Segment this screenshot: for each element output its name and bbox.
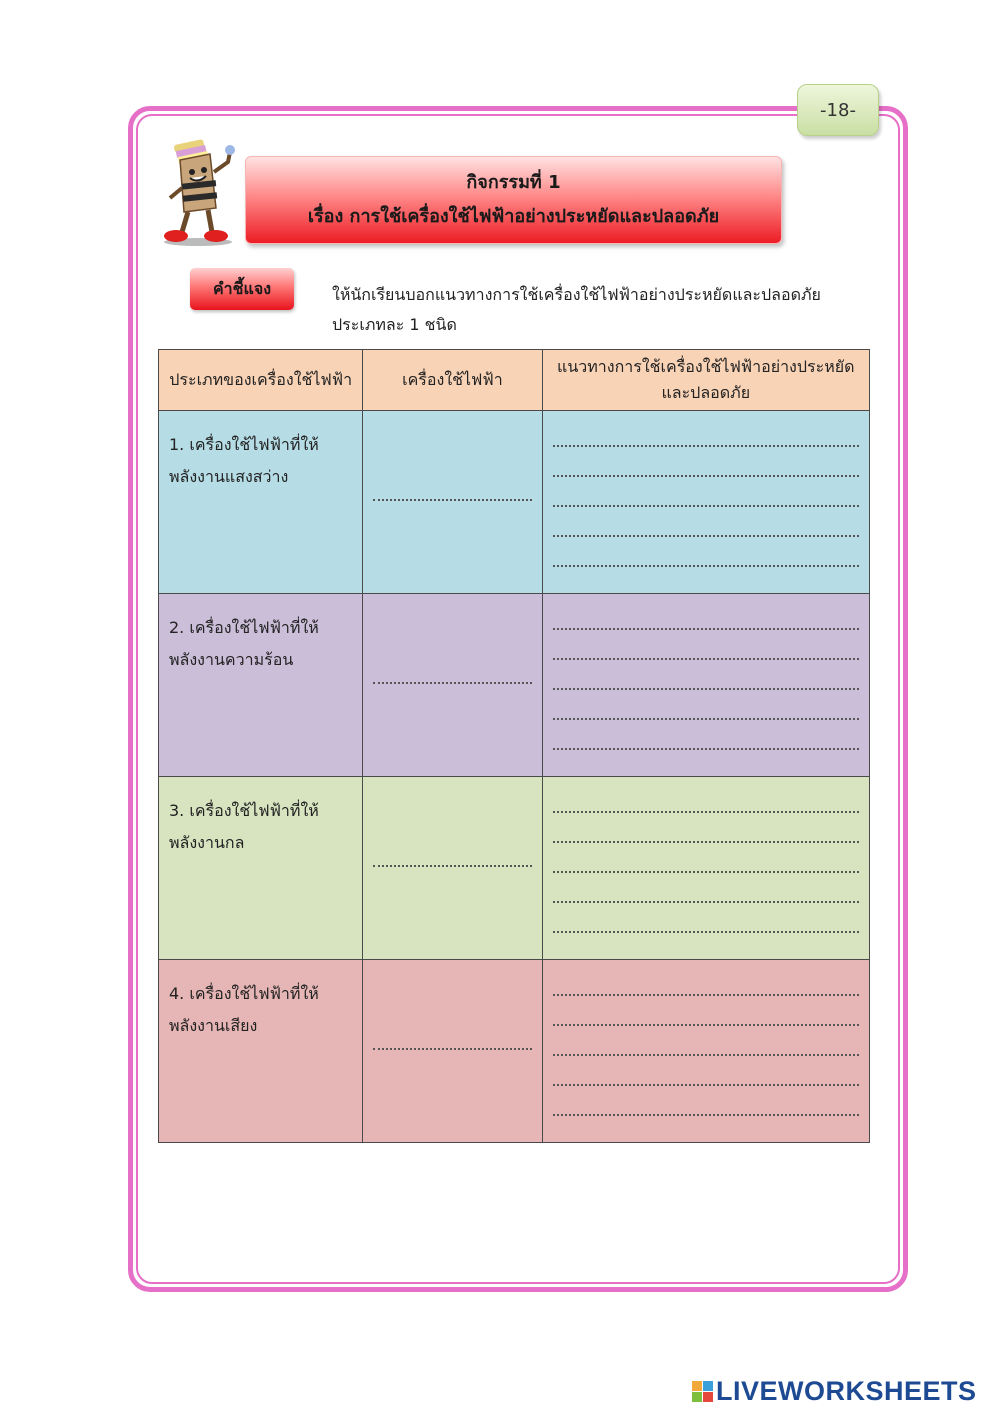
guideline-answer-line[interactable] (553, 720, 859, 750)
appliance-answer-cell[interactable] (363, 777, 542, 960)
appliance-answer-line[interactable] (373, 865, 531, 867)
guideline-answer-line[interactable] (553, 996, 859, 1026)
guideline-answer-line[interactable] (553, 537, 859, 567)
header-category: ประเภทของเครื่องใช้ไฟฟ้า (159, 350, 363, 411)
guideline-answer-line[interactable] (553, 813, 859, 843)
guideline-answer-line[interactable] (553, 477, 859, 507)
category-line2: พลังงานกล (169, 833, 245, 852)
table-row (159, 777, 870, 960)
instruction-label: คำชี้แจง (190, 268, 294, 310)
guideline-answer-line[interactable] (553, 873, 859, 903)
activity-topic: เรื่อง การใช้เครื่องใช้ไฟฟ้าอย่างประหยัดและปลอดภัย (307, 206, 720, 227)
category-line2: พลังงานแสงสว่าง (169, 467, 289, 486)
guideline-answer-line[interactable] (553, 1056, 859, 1086)
guideline-answer-line[interactable] (553, 966, 859, 996)
guideline-answer-line[interactable] (553, 630, 859, 660)
guideline-answer-line[interactable] (553, 843, 859, 873)
logo-text: LIVEWORKSHEETS (716, 1375, 977, 1406)
guideline-answer-line[interactable] (553, 690, 859, 720)
appliance-answer-line[interactable] (373, 1048, 531, 1050)
appliance-answer-cell[interactable] (363, 411, 542, 594)
mascot-illustration (158, 138, 238, 248)
category-line1: 1. เครื่องใช้ไฟฟ้าที่ให้ (169, 435, 319, 454)
guideline-answer-line[interactable] (553, 447, 859, 477)
category-cell (159, 777, 363, 960)
guideline-answer-line[interactable] (553, 1086, 859, 1116)
table-row (159, 594, 870, 777)
instruction-text: ให้นักเรียนบอกแนวทางการใช้เครื่องใช้ไฟฟ้าอย่างประหยัดและปลอดภัย ประเภทละ 1 ชนิด (332, 285, 821, 334)
category-cell (159, 960, 363, 1143)
guideline-answer-line[interactable] (553, 417, 859, 447)
page-number: -18- (797, 84, 879, 136)
guideline-answer-cell[interactable] (542, 411, 869, 594)
header-appliance: เครื่องใช้ไฟฟ้า (363, 350, 542, 411)
activity-number: กิจกรรมที่ 1 (466, 172, 561, 193)
logo-icon (692, 1381, 713, 1402)
header-guidelines: แนวทางการใช้เครื่องใช้ไฟฟ้าอย่างประหยัดและปลอดภัย (542, 350, 869, 411)
appliance-answer-cell[interactable] (363, 594, 542, 777)
appliance-answer-line[interactable] (373, 682, 531, 684)
category-cell (159, 594, 363, 777)
appliance-answer-line[interactable] (373, 499, 531, 501)
category-line1: 4. เครื่องใช้ไฟฟ้าที่ให้ (169, 984, 319, 1003)
category-cell (159, 411, 363, 594)
category-line2: พลังงานความร้อน (169, 650, 294, 669)
guideline-answer-line[interactable] (553, 600, 859, 630)
table-header-row (159, 350, 870, 411)
activity-title-banner (245, 156, 782, 244)
guideline-answer-cell[interactable] (542, 960, 869, 1143)
table-row (159, 960, 870, 1143)
guideline-answer-line[interactable] (553, 507, 859, 537)
table-row (159, 411, 870, 594)
appliance-answer-cell[interactable] (363, 960, 542, 1143)
guideline-answer-cell[interactable] (542, 777, 869, 960)
category-line1: 3. เครื่องใช้ไฟฟ้าที่ให้ (169, 801, 319, 820)
guideline-answer-line[interactable] (553, 903, 859, 933)
guideline-answer-line[interactable] (553, 1026, 859, 1056)
guideline-answer-cell[interactable] (542, 594, 869, 777)
category-line2: พลังงานเสียง (169, 1016, 258, 1035)
liveworksheets-logo (692, 1376, 977, 1406)
guideline-answer-line[interactable] (553, 660, 859, 690)
worksheet-table (158, 349, 870, 1143)
category-line1: 2. เครื่องใช้ไฟฟ้าที่ให้ (169, 618, 319, 637)
guideline-answer-line[interactable] (553, 783, 859, 813)
